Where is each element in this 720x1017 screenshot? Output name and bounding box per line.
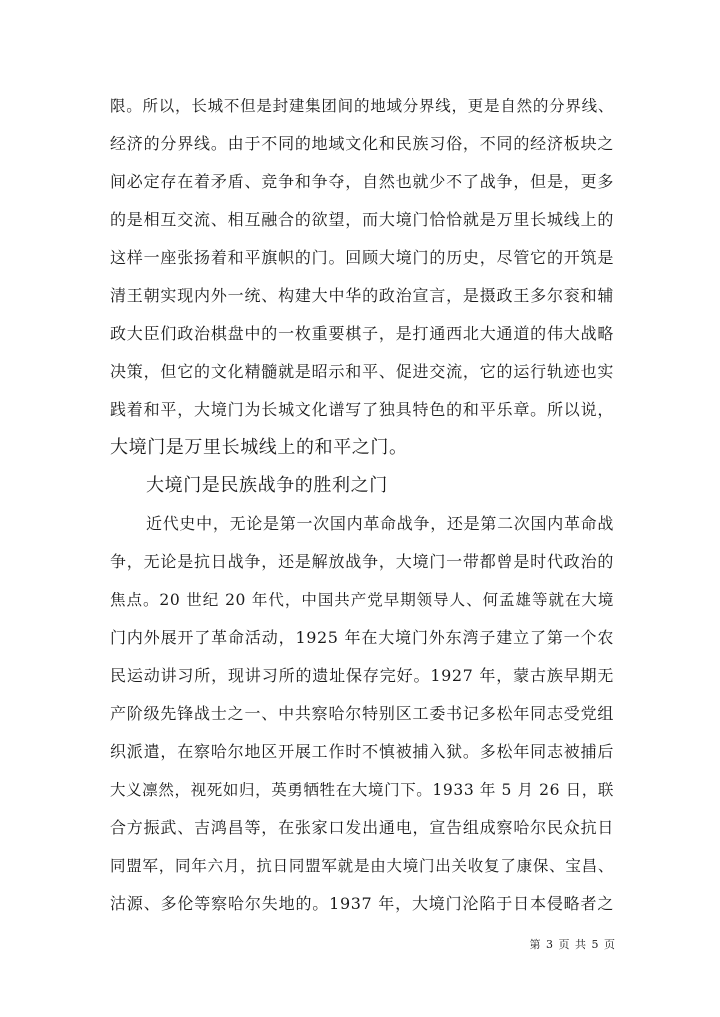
body-line: 大义凛然，视死如归，英勇牺牲在大境门下。1933 年 5 月 26 日，联	[110, 781, 614, 799]
body-line: 限。所以，长城不但是封建集团间的地域分界线，更是自然的分界线、	[110, 97, 614, 115]
page-number-footer: 第 3 页 共 5 页	[529, 938, 616, 951]
body-line: 近代史中，无论是第一次国内革命战争，还是第二次国内革命战	[146, 514, 614, 533]
body-line: 民运动讲习所，现讲习所的遗址保存完好。1927 年，蒙古族早期无	[110, 666, 614, 685]
section-heading: 大境门是民族战争的胜利之门	[146, 475, 388, 496]
body-line: 间必定存在着矛盾、竞争和争夺，自然也就少不了战争，但是，更多	[110, 172, 614, 191]
body-line: 经济的分界线。由于不同的地域文化和民族习俗，不同的经济板块之	[110, 134, 614, 153]
body-line: 产阶级先锋战士之一、中共察哈尔特别区工委书记多松年同志受党组	[110, 704, 614, 723]
body-line: 大境门是万里长城线上的和平之门。	[110, 437, 408, 458]
body-line: 沽源、多伦等察哈尔失地的。1937 年，大境门沦陷于日本侵略者之	[110, 894, 614, 913]
body-line: 决策，但它的文化精髓就是昭示和平、促进交流，它的运行轨迹也实	[110, 362, 614, 381]
body-line: 清王朝实现内外一统、构建大中华的政治宣言，是摄政王多尔衮和辅	[110, 286, 614, 305]
body-line: 同盟军，同年六月，抗日同盟军就是由大境门出关收复了康保、宝昌、	[110, 857, 614, 875]
body-line: 门内外展开了革命活动，1925 年在大境门外东湾子建立了第一个农	[110, 628, 614, 647]
body-line: 践着和平，大境门为长城文化谱写了独具特色的和平乐章。所以说，	[110, 400, 614, 419]
body-line: 合方振武、吉鸿昌等，在张家口发出通电，宣告组成察哈尔民众抗日	[110, 818, 614, 837]
body-line: 织派遣，在察哈尔地区开展工作时不慎被捕入狱。多松年同志被捕后	[110, 742, 614, 761]
body-line: 这样一座张扬着和平旗帜的门。回顾大境门的历史，尽管它的开筑是	[110, 248, 614, 267]
body-line: 焦点。20 世纪 20 年代，中国共产党早期领导人、何孟雄等就在大境	[110, 591, 614, 609]
body-line: 的是相互交流、相互融合的欲望，而大境门恰恰就是万里长城线上的	[110, 210, 614, 229]
body-line: 争，无论是抗日战争，还是解放战争，大境门一带都曾是时代政治的	[110, 552, 614, 571]
body-line: 政大臣们政治棋盘中的一枚重要棋子，是打通西北大通道的伟大战略	[110, 324, 614, 343]
